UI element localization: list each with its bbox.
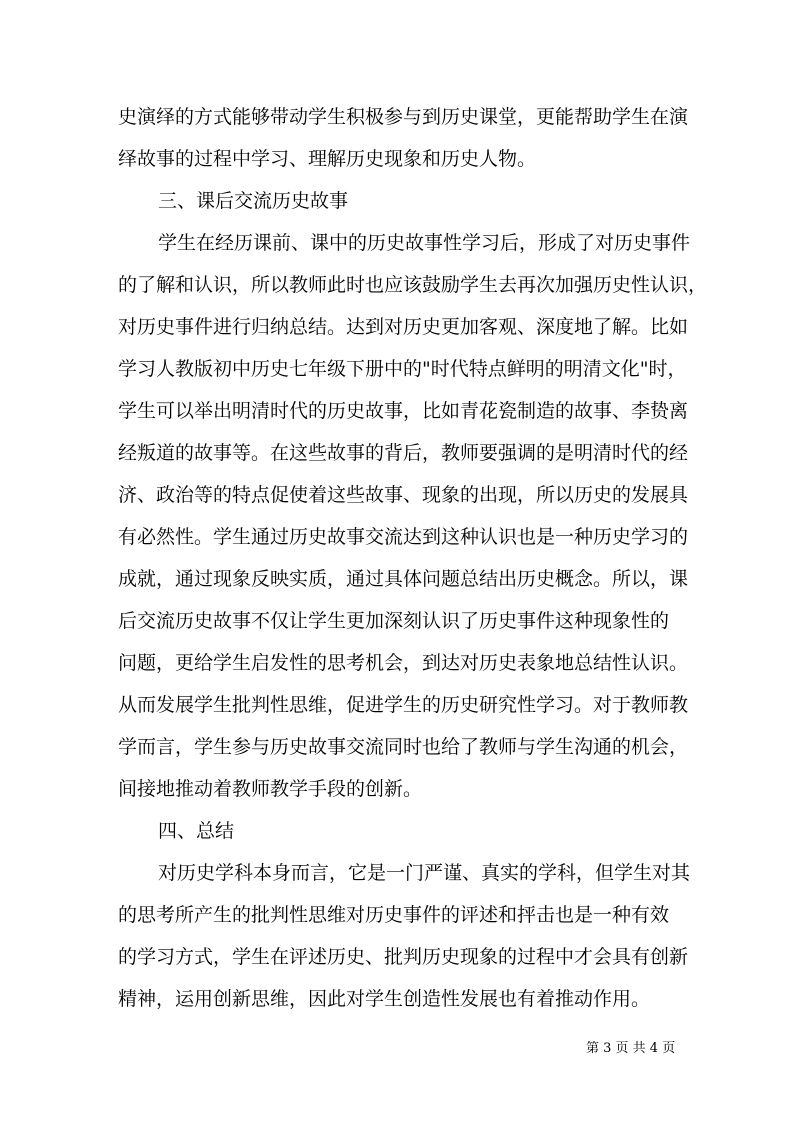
body-text-line: 史演绎的方式能够带动学生积极参与到历史课堂，更能帮助学生在演 bbox=[118, 106, 689, 128]
body-text-line: 成就，通过现象反映实质，通过具体问题总结出历史概念。所以，课 bbox=[118, 568, 689, 590]
body-text-line: 间接地推动着教师教学手段的创新。 bbox=[118, 778, 423, 800]
document-body bbox=[118, 96, 708, 1020]
body-text-line: 绎故事的过程中学习、理解历史现象和历史人物。 bbox=[118, 148, 537, 170]
body-text-line: 学习人教版初中历史七年级下册中的"时代特点鲜明的明清文化"时， bbox=[118, 358, 687, 380]
body-text-line: 问题，更给学生启发性的思考机会，到达对历史表象地总结性认识。 bbox=[118, 652, 689, 674]
body-text-line: 对历史事件进行归纳总结。达到对历史更加客观、深度地了解。比如 bbox=[118, 316, 689, 338]
body-text-line: 学而言，学生参与历史故事交流同时也给了教师与学生沟通的机会， bbox=[118, 736, 689, 758]
body-text-line: 精神，运用创新思维，因此对学生创造性发展也有着推动作用。 bbox=[118, 988, 651, 1010]
body-text-line: 的思考所产生的批判性思维对历史事件的评述和抨击也是一种有效 bbox=[118, 904, 670, 926]
body-text-line: 后交流历史故事不仅让学生更加深刻认识了历史事件这种现象性的 bbox=[118, 610, 670, 632]
page-number-footer: 第 3 页 共 4 页 bbox=[586, 1041, 676, 1056]
body-text-line: 学生在经历课前、课中的历史故事性学习后，形成了对历史事件 bbox=[158, 232, 691, 254]
body-text-line: 学生可以举出明清时代的历史故事，比如青花瓷制造的故事、李贽离 bbox=[118, 400, 689, 422]
body-text-line: 有必然性。学生通过历史故事交流达到这种认识也是一种历史学习的 bbox=[118, 526, 689, 548]
body-text-line: 从而发展学生批判性思维，促进学生的历史研究性学习。对于教师教 bbox=[118, 694, 689, 716]
body-text-line: 的了解和认识，所以教师此时也应该鼓励学生去再次加强历史性认识， bbox=[118, 274, 708, 296]
body-text-line: 的学习方式，学生在评述历史、批判历史现象的过程中才会具有创新 bbox=[118, 946, 689, 968]
body-text-line: 经叛道的故事等。在这些故事的背后，教师要强调的是明清时代的经 bbox=[118, 442, 689, 464]
section-heading: 四、总结 bbox=[158, 820, 235, 842]
body-text-line: 济、政治等的特点促使着这些故事、现象的出现，所以历史的发展具 bbox=[118, 484, 689, 506]
section-heading: 三、课后交流历史故事 bbox=[158, 190, 349, 212]
body-text-line: 对历史学科本身而言，它是一门严谨、真实的学科，但学生对其 bbox=[158, 862, 691, 884]
